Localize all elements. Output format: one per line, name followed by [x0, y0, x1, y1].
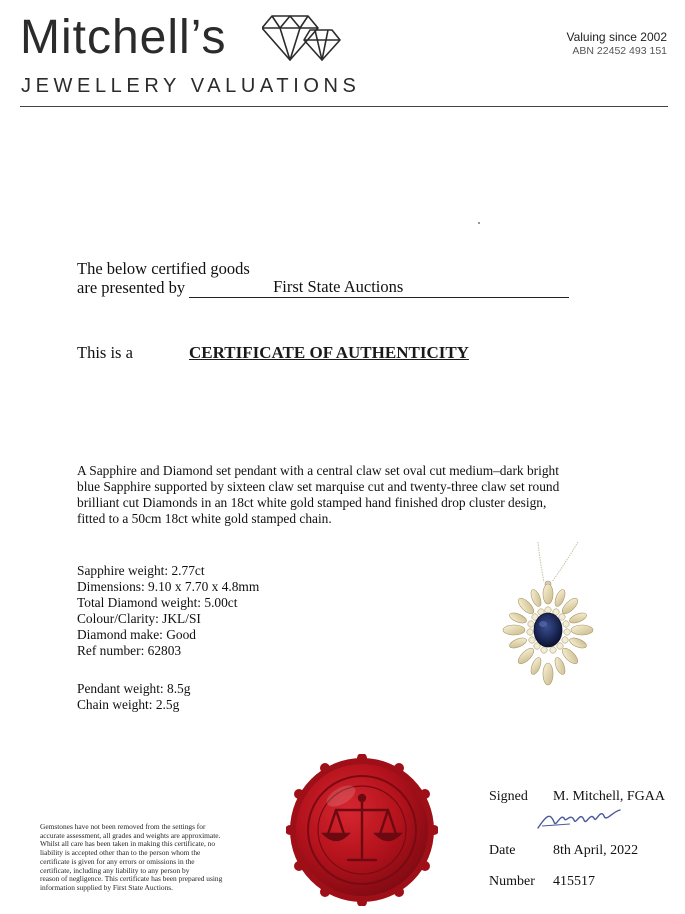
spec-list: [77, 563, 259, 659]
disclaimer-line: certificate is given for any errors or omissions in the: [40, 856, 195, 866]
spec-colour-clarity: Colour/Clarity: JKL/SI: [77, 611, 201, 626]
chain-weight: Chain weight: 2.5g: [77, 697, 180, 712]
presenter-name: First State Auctions: [273, 277, 404, 296]
spec-sapphire-weight: Sapphire weight: 2.77ct: [77, 563, 205, 578]
presented-label: are presented by: [77, 278, 186, 297]
spec-diamond-make: Diamond make: Good: [77, 627, 197, 642]
valuing-since: Valuing since 2002: [566, 30, 667, 44]
disclaimer-line: certificate, including any liability to any person by: [40, 865, 190, 875]
signed-value: M. Mitchell, FGAA: [553, 789, 665, 804]
weight-list: [77, 681, 190, 713]
disclaimer-line: reason of negligence. This certificate has been prepared using: [40, 874, 223, 884]
date-label: Date: [489, 843, 516, 858]
certificate-title: CERTIFICATE OF AUTHENTICITY: [189, 343, 469, 362]
diamond-icon: [262, 14, 342, 64]
pendant-photo: [496, 542, 596, 687]
spec-ref-number: Ref number: 62803: [77, 643, 182, 658]
disclaimer-line: liability is accepted other than to the person whom the: [40, 848, 201, 858]
presented-line-2: [77, 279, 569, 298]
signed-label: Signed: [489, 789, 528, 804]
disclaimer-line: accurate assessment, all grades and weights are approximate.: [40, 830, 221, 840]
speck-mark: [478, 222, 480, 224]
number-label: Number: [489, 874, 535, 889]
description-line: A Sapphire and Diamond set pendant with a central claw set oval cut medium–dark bright: [77, 463, 559, 478]
disclaimer-line: Gemstones have not been removed from the settings for: [40, 822, 206, 831]
description-line: brilliant cut Diamonds in an 18ct white gold stamped hand finished drop cluster design,: [77, 495, 547, 510]
spec-diamond-weight: Total Diamond weight: 5.00ct: [77, 595, 238, 610]
number-value: 415517: [553, 874, 595, 889]
wax-seal: [286, 754, 438, 906]
brand-name: Mitchell’s: [20, 11, 227, 64]
spec-dimensions: Dimensions: 9.10 x 7.70 x 4.8mm: [77, 579, 260, 594]
date-value: 8th April, 2022: [553, 843, 639, 858]
disclaimer-line: information supplied by First State Auctions.: [40, 882, 174, 892]
presenter-field: [189, 277, 569, 298]
handwritten-signature: [536, 806, 622, 832]
header-divider: [20, 106, 668, 107]
certificate-prefix: This is a: [77, 343, 133, 362]
presented-line-1: The below certified goods: [77, 259, 250, 278]
item-description: [77, 463, 617, 527]
disclaimer-line: Whilst all care has been taken in making this certificate, no: [40, 839, 216, 849]
pendant-weight: Pendant weight: 8.5g: [77, 681, 191, 696]
brand-subtitle: JEWELLERY VALUATIONS: [21, 75, 361, 97]
disclaimer: [40, 823, 260, 893]
description-line: blue Sapphire supported by sixteen claw set marquise cut and twenty-three claw set round: [77, 479, 560, 494]
description-line: fitted to a 50cm 18ct white gold stamped chain.: [77, 511, 332, 526]
abn-number: ABN 22452 493 151: [572, 45, 667, 57]
